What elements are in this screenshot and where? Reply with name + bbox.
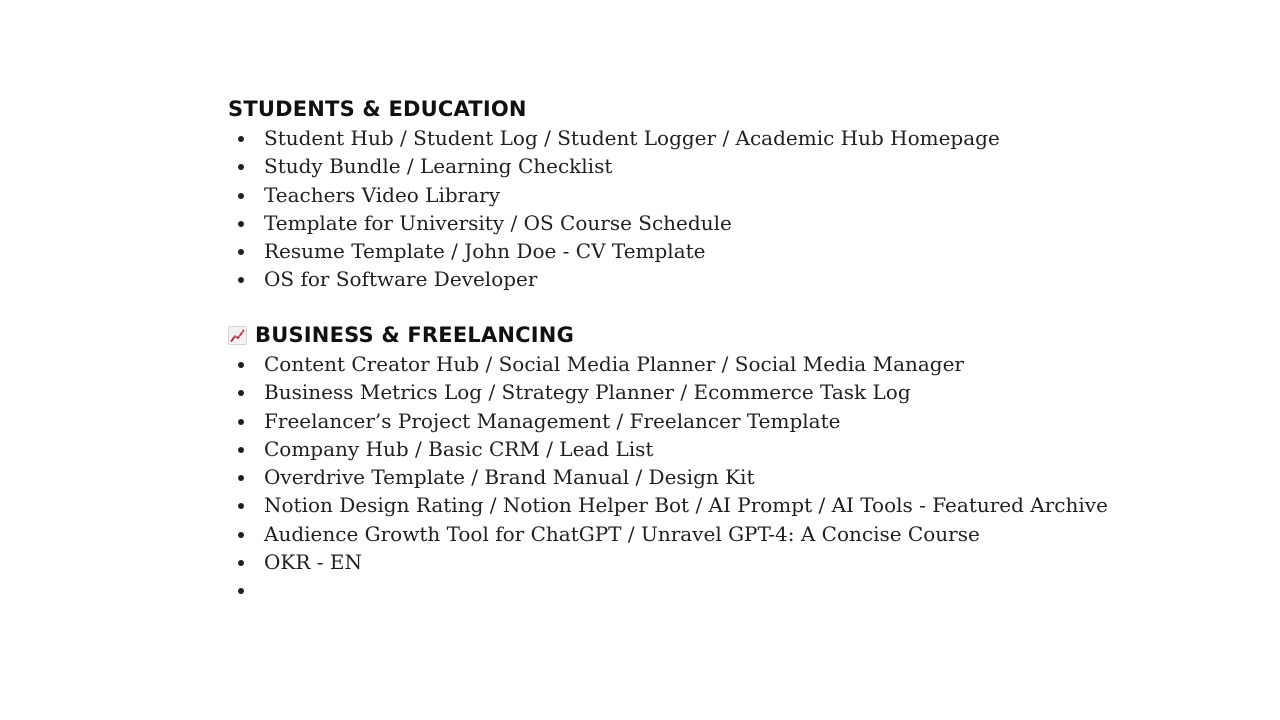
bullet-icon [238, 164, 244, 170]
list-item [228, 209, 1000, 237]
bullet-icon [238, 560, 244, 566]
list-item [228, 350, 1108, 378]
section-heading-text: BUSINESS & FREELANCING [255, 323, 575, 347]
list-item-text: Student Hub / Student Log / Student Logger / Academic Hub Homepage [264, 126, 1000, 150]
bullet-icon [238, 503, 244, 509]
bullet-icon [238, 249, 244, 255]
bullet-icon [238, 277, 244, 283]
list-item-text: Resume Template / John Doe - CV Template [264, 239, 706, 264]
list-item [228, 520, 1108, 548]
list-item [228, 435, 1108, 463]
list-item-text: Business Metrics Log / Strategy Planner / Ecommerce Task Log [264, 380, 911, 405]
section-students-education [228, 94, 1000, 294]
list-item [228, 548, 1108, 576]
section-business-freelancing [228, 320, 1108, 605]
list-item-text: Teachers Video Library [264, 182, 500, 207]
list-item-text: Template for University / OS Course Schedule [264, 210, 732, 235]
section-heading [228, 94, 1000, 124]
bullet-icon [238, 136, 244, 142]
bullet-icon [238, 362, 244, 368]
section-heading-text: STUDENTS & EDUCATION [228, 97, 527, 121]
list-item [228, 491, 1108, 519]
list-item-text: Freelancer’s Project Management / Freelancer Template [264, 408, 841, 433]
list-item-empty[interactable] [228, 576, 1108, 604]
list-item [228, 463, 1108, 491]
list-item-text: Study Bundle / Learning Checklist [264, 154, 613, 179]
bullet-icon [238, 221, 244, 227]
list-item-text: Overdrive Template / Brand Manual / Design Kit [264, 465, 755, 490]
bullet-icon [238, 447, 244, 453]
list-item-text: Content Creator Hub / Social Media Planner / Social Media Manager [264, 352, 964, 376]
bullet-icon [238, 588, 244, 594]
bullet-list [228, 350, 1108, 605]
list-item-text: OS for Software Developer [264, 267, 538, 292]
list-item [228, 237, 1000, 265]
chart-increasing-icon [228, 326, 247, 345]
bullet-icon [238, 532, 244, 538]
bullet-icon [238, 193, 244, 199]
list-item [228, 378, 1108, 406]
bullet-icon [238, 475, 244, 481]
section-heading [228, 320, 1108, 350]
list-item-text: OKR - EN [264, 550, 362, 575]
list-item-text: Company Hub / Basic CRM / Lead List [264, 436, 654, 461]
list-item-text: Audience Growth Tool for ChatGPT / Unravel GPT-4: A Concise Course [264, 521, 980, 546]
list-item [228, 265, 1000, 293]
bullet-icon [238, 419, 244, 425]
list-item [228, 407, 1108, 435]
bullet-icon [238, 390, 244, 396]
list-item [228, 181, 1000, 209]
bullet-list [228, 124, 1000, 294]
list-item [228, 152, 1000, 180]
list-item-text: Notion Design Rating / Notion Helper Bot / AI Prompt / AI Tools - Featured Archive [264, 493, 1108, 518]
list-item [228, 124, 1000, 152]
